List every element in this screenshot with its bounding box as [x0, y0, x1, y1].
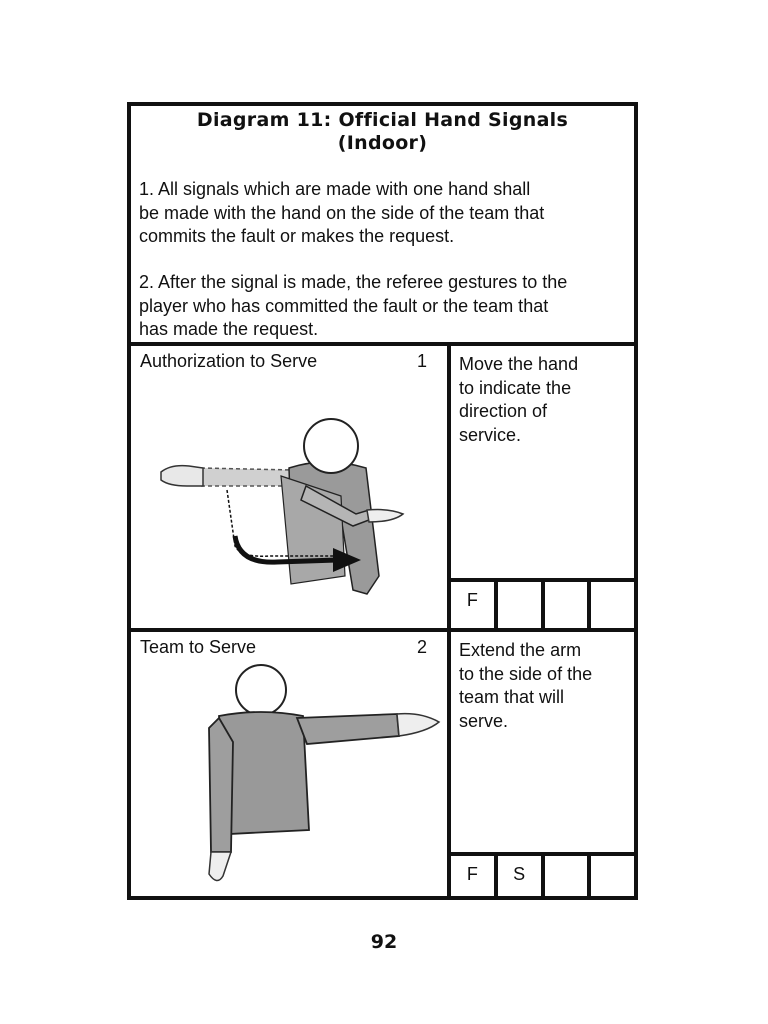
paragraph-1-line: be made with the hand on the side of the team that	[139, 202, 545, 223]
signal-number: 2	[416, 637, 427, 657]
paragraph-1-line: 1. All signals which are made with one hand shall	[139, 179, 531, 199]
signal-description-cell	[451, 632, 634, 896]
signal-label: Authorization to Serve	[140, 351, 318, 371]
description-line: Extend the arm	[459, 640, 582, 660]
code-cell: F	[451, 856, 498, 896]
description-line: to indicate the	[459, 377, 572, 398]
signal-description	[459, 353, 629, 447]
title-line-2: (Indoor)	[337, 132, 428, 154]
signal-description-cell	[451, 346, 634, 628]
page-number: 92	[370, 931, 398, 953]
signal-row-2	[131, 632, 634, 896]
code-cell	[545, 856, 592, 896]
team-to-serve-illustration	[131, 662, 447, 898]
description-line: direction of	[459, 401, 548, 421]
authorization-to-serve-illustration	[131, 376, 447, 626]
paragraph-2-line: player who has committed the fault or the team that	[139, 295, 549, 316]
diagram-title	[131, 109, 634, 155]
paragraph-2-line: has made the request.	[139, 319, 319, 339]
code-grid	[451, 852, 634, 896]
description-line: to the side of the	[459, 663, 593, 684]
diagram-header	[131, 106, 634, 346]
paragraph-1-line: commits the fault or makes the request.	[139, 226, 455, 246]
code-cell	[498, 582, 545, 628]
signal-row-1	[131, 346, 634, 632]
signal-label: Team to Serve	[140, 637, 257, 657]
signal-description	[459, 639, 629, 733]
diagram-frame	[127, 102, 638, 900]
code-cell	[545, 582, 592, 628]
signal-number: 1	[416, 351, 427, 371]
code-cell	[591, 856, 634, 896]
code-cell: S	[498, 856, 545, 896]
description-line: team that will	[459, 687, 565, 707]
signal-figure-cell	[131, 632, 451, 896]
code-grid	[451, 578, 634, 628]
description-line: service.	[459, 424, 522, 445]
description-line: serve.	[459, 710, 509, 731]
code-cell	[591, 582, 634, 628]
signal-figure-cell	[131, 346, 451, 628]
description-line: Move the hand	[459, 354, 579, 374]
paragraph-2-line: 2. After the signal is made, the referee gestures to the	[139, 272, 568, 292]
code-cell: F	[451, 582, 498, 628]
instruction-paragraph-2	[139, 271, 626, 342]
instruction-paragraph-1	[139, 178, 626, 249]
title-line-1: Diagram 11: Official Hand Signals	[196, 109, 569, 131]
